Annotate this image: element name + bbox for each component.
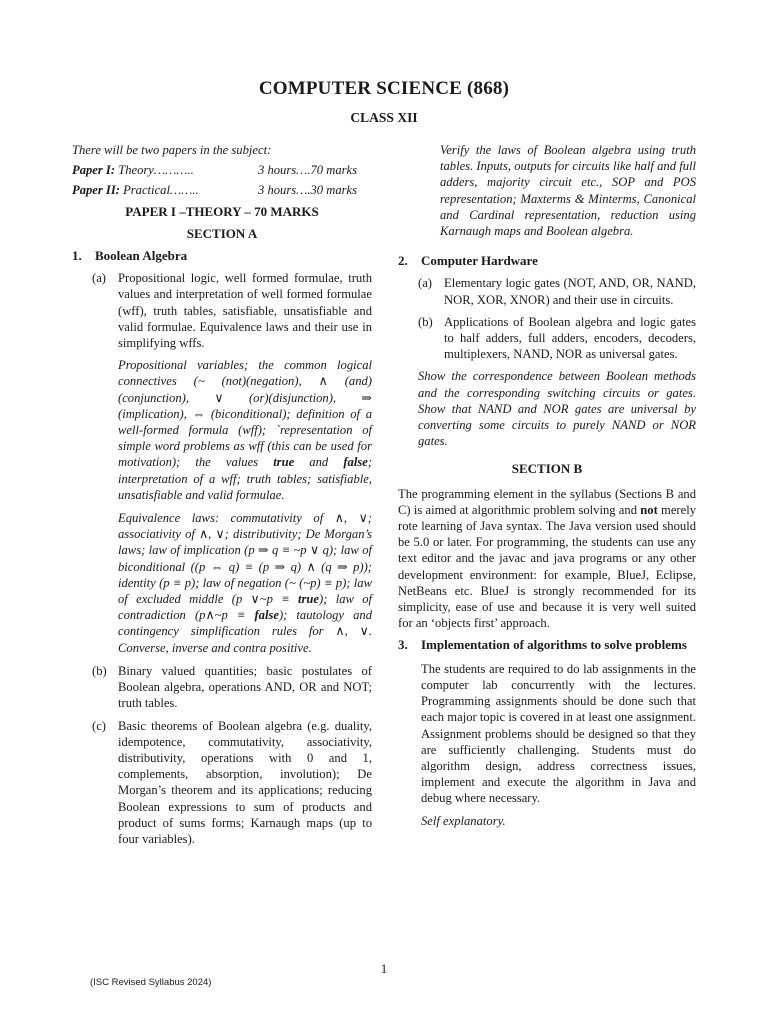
item-1c	[92, 718, 372, 848]
item-2a-label: (a)	[418, 276, 432, 291]
page-number: 1	[380, 961, 388, 976]
left-column	[72, 142, 372, 847]
item-2b-text: Applications of Boolean algebra and logic gates to half adders, full adders, encoders, decoders, multiplexers, NAND, NOR as universal gates.	[444, 314, 696, 362]
item-2a-text: Elementary logic gates (NOT, AND, OR, NAND, NOR, XOR, XNOR) and their use in circuits.	[444, 276, 696, 307]
topic-2-title: Computer Hardware	[421, 253, 538, 269]
footer-note: (ISC Revised Syllabus 2024)	[90, 977, 212, 988]
value-true: true	[273, 455, 295, 470]
right-column	[398, 142, 696, 829]
value-false-2: false	[254, 608, 279, 623]
topic-3-heading	[398, 637, 696, 653]
paper-1-time: 3 hours….70 marks	[258, 163, 358, 178]
emphasis-not: not	[640, 502, 658, 517]
paper-2-kind: Practical……..	[123, 183, 199, 198]
section-b-heading: SECTION B	[511, 461, 583, 477]
show-paragraph: Show the correspondence between Boolean methods and the corresponding switching circuits or gates. Show that NAND and NOR gates are universal by converting some circuits to purely NAND or NOR gates.	[418, 369, 696, 449]
section-a-heading: SECTION A	[186, 225, 258, 241]
paper-1-kind: Theory………..	[118, 163, 194, 178]
paper-2-time: 3 hours….30 marks	[258, 183, 358, 198]
paper-2-name: Paper II:	[72, 183, 120, 198]
verify-paragraph: Verify the laws of Boolean algebra using truth tables. Inputs, outputs for circuits like half and full adders, majority circuit etc., SOP and POS representation; Maxterms & Minterms, Canonical and Cardinal representation, reduction using Karnaugh maps and Boolean algebra.	[440, 143, 696, 239]
item-2b	[418, 314, 696, 363]
paper-2-line	[72, 182, 372, 198]
paper-heading: PAPER I –THEORY – 70 MARKS	[125, 203, 319, 219]
item-1c-label: (c)	[92, 718, 106, 733]
page-subtitle: CLASS XII	[350, 110, 418, 125]
topic-1-heading	[72, 248, 372, 264]
topic-3-number: 3.	[398, 637, 408, 653]
propositional-paragraph: Propositional variables; the common logical connectives (~ (not)(negation), ∧ (and)(conjunction), ∨ (or)(disjunction), ⇒ (implication), ⇔ (biconditional); definition of a well-formed formula (wff); `representation of simple word problems as wff (this can be used for motivation); the values true and false; interpretation of a wff; truth tables; satisfiable, unsatisfiable and valid formulae.	[118, 358, 373, 502]
self-explanatory-text: Self explanatory.	[421, 813, 506, 828]
item-1b-label: (b)	[92, 663, 107, 678]
programming-paragraph: The programming element in the syllabus (Sections B and C) is aimed at algorithmic problem solving and not merely rote learning of Java syntax. The Java version used should be 5.0 or later. For programming, the students can use any text editor and the javac and java programs or any other development environment: for example, BlueJ, Eclipse, NetBeans etc. BlueJ is strongly recommended for its simplicity, ease of use and because it is very well suited for an ‘objects first’ approach.	[398, 486, 696, 631]
paper-1-name: Paper I:	[72, 163, 116, 178]
page-title: COMPUTER SCIENCE (868)	[258, 78, 510, 99]
topic-1-title: Boolean Algebra	[95, 248, 188, 264]
item-1b	[92, 663, 372, 712]
item-1c-text: Basic theorems of Boolean algebra (e.g. duality, idempotence, commutativity, associativity, distributivity, operations with 0 and 1, complements, absorption, involution); De Morgan’s theorem and its applications; reducing Boolean expressions to sum of products and product of sums forms; Karnaugh maps (up to four variables).	[118, 718, 372, 846]
topic-1-body	[92, 270, 372, 847]
item-1a-label: (a)	[92, 271, 106, 286]
item-2b-label: (b)	[418, 314, 433, 329]
topic-3-title: Implementation of algorithms to solve problems	[421, 637, 687, 653]
item-1b-text: Binary valued quantities; basic postulates of Boolean algebra, operations AND, OR and NOT; truth tables.	[118, 663, 372, 711]
intro-text: There will be two papers in the subject:	[72, 143, 272, 157]
item-1a-text: Propositional logic, well formed formulae, truth values and interpretation of well formed formulae (wff), truth tables, satisfiable, unsatisfiable and valid formulae. Equivalence laws and their use in simplifying wffs.	[118, 271, 372, 351]
item-2a	[418, 275, 696, 307]
value-false: false	[343, 455, 368, 470]
topic-2-heading	[398, 253, 696, 269]
paper-1-line	[72, 162, 372, 178]
lab-paragraph: The students are required to do lab assignments in the computer lab concurrently with the lectures. Programming assignments should be done such that each major topic is covered in at least one assignment. Assignment problems should be designed so that they are sufficiently challenging. Students must do algorithm design, address correctness issues, implement and execute the algorithm in Java and debug where necessary.	[421, 661, 696, 806]
item-1a	[92, 270, 372, 351]
equivalence-paragraph: Equivalence laws: commutativity of ∧, ∨; associativity of ∧, ∨; distributivity; De Morgan’s laws; law of implication (p ⇒ q ≡ ~p ∨ q); law of biconditional ((p ⇔ q) ≡ (p ⇒ q) ∧ (q ⇒ p)); identity (p ≡ p); law of negation (~ (~p) ≡ p); law of excluded middle (p ∨~p ≡ true); law of contradiction (p∧~p ≡ false); tautology and contingency simplification rules for ∧, ∨. Converse, inverse and contra positive.	[118, 511, 372, 655]
topic-2-body	[418, 275, 696, 449]
topic-1-number: 1.	[72, 248, 82, 264]
topic-2-number: 2.	[398, 253, 408, 269]
value-true-2: true	[298, 592, 319, 607]
